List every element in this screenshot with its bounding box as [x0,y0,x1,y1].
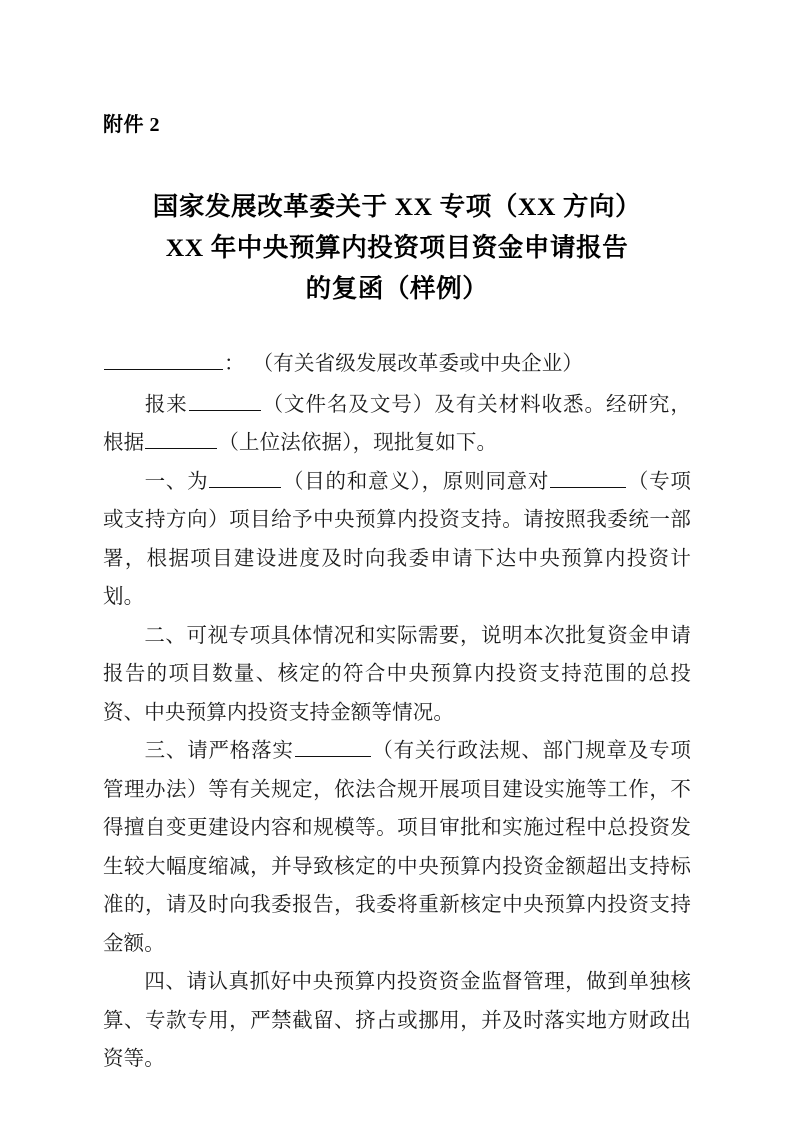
paragraph-item-3-seg-1: 三、请严格落实 [144,740,294,762]
purpose-blank-field[interactable] [209,464,281,488]
attachment-label: 附件 2 [103,114,160,136]
page-title-line-2: XX 年中央预算内投资项目资金申请报告 [165,233,629,262]
paragraph-receipt-seg-3: （上位法依据），现批复如下。 [218,432,498,454]
paragraph-item-2 [103,617,691,733]
addressee-blank-field[interactable] [104,346,223,370]
paragraph-item-3 [103,732,691,963]
salutation-note: （有关省级发展改革委或中央企业） [252,353,584,375]
paragraph-receipt [103,386,691,463]
page-title-line-1: 国家发展改革委关于 XX 专项（XX 方向） [152,192,642,221]
paragraph-item-1 [103,463,691,617]
paragraph-item-4-text: 四、请认真抓好中央预算内投资资金监督管理，做到单独核算、专款专用，严禁截留、挤占或挪用，并及时落实地方财政出资等。 [103,971,691,1070]
paragraph-item-1-seg-3: （专项或支持方向）项目给予中央预算内投资支持。请按照我委统一部署，根据项目建设进度及时向我委申请下达中央预算内投资计划。 [103,470,691,608]
paragraph-receipt-seg-2: （文件名及文号）及有关材料收悉。经研究，根据 [103,393,691,454]
paragraph-item-4 [103,963,691,1079]
special-program-blank-field[interactable] [550,464,626,488]
paragraph-item-1-seg-1: 一、为 [144,470,209,493]
regulation-blank-field[interactable] [295,733,371,757]
salutation-colon: ： [224,353,245,375]
paragraph-item-1-seg-2: （目的和意义），原则同意对 [282,470,550,493]
paragraph-receipt-seg-1: 报来 [144,393,188,416]
page-title [103,186,691,309]
salutation-line [103,345,691,384]
document-name-blank-field[interactable] [189,387,261,411]
page-title-line-3: 的复函（样例） [305,274,489,303]
legal-basis-blank-field[interactable] [145,425,217,449]
document-body [103,345,691,1079]
paragraph-item-2-text: 二、可视专项具体情况和实际需要，说明本次批复资金申请报告的项目数量、核定的符合中央预算内投资支持范围的总投资、中央预算内投资支持金额等情况。 [103,624,691,724]
paragraph-item-3-seg-2: （有关行政法规、部门规章及专项管理办法）等有关规定，依法合规开展项目建设实施等工作，不得擅自变更建设内容和规模等。项目审批和实施过程中总投资发生较大幅度缩减，并导致核定的中央预算内投资金额超出支持标准的，请及时向我委报告，我委将重新核定中央预算内投资支持金额。 [103,740,691,955]
